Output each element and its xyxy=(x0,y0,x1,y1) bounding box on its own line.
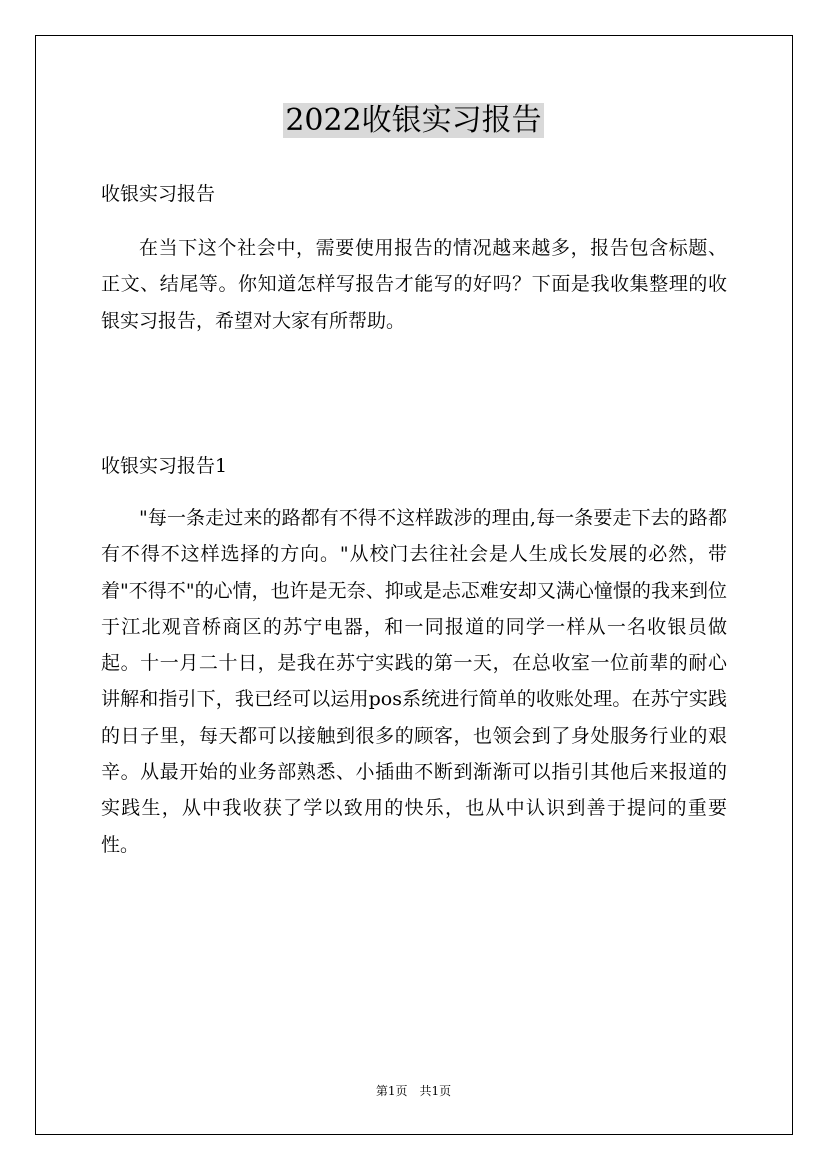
page-footer: 第1页 共1页 xyxy=(375,1084,452,1098)
document-title xyxy=(0,102,827,140)
intro-paragraph: 在当下这个社会中，需要使用报告的情况越来越多，报告包含标题、正文、结尾等。你知道怎样写报告才能写的好吗？下面是我收集整理的收银实习报告，希望对大家有所帮助。 xyxy=(101,237,727,332)
document-title-text: 2022收银实习报告 xyxy=(285,103,542,138)
document-heading: 收银实习报告 xyxy=(101,183,216,205)
section-heading: 收银实习报告1 xyxy=(101,455,228,477)
section-paragraph: "每一条走过来的路都有不得不这样跋涉的理由,每一条要走下去的路都有不得不这样选择的方向。"从校门去往社会是人生成长发展的必然，带着"不得不"的心情，也许是无奈、抑或是忐忑难安却又满心憧憬的我来到位于江北观音桥商区的苏宁电器，和一同报道的同学一样从一名收银员做起。十一月二十日，是我在苏宁实践的第一天，在总收室一位前辈的耐心讲解和指引下，我已经可以运用pos系统进行简单的收账处理。在苏宁实践的日子里，每天都可以接触到很多的顾客，也领会到了身处服务行业的艰辛。从最开始的业务部熟悉、小插曲不断到渐渐可以指引其他后来报道的实践生，从中我收获了学以致用的快乐，也从中认识到善于提问的重要性。 xyxy=(101,507,727,856)
